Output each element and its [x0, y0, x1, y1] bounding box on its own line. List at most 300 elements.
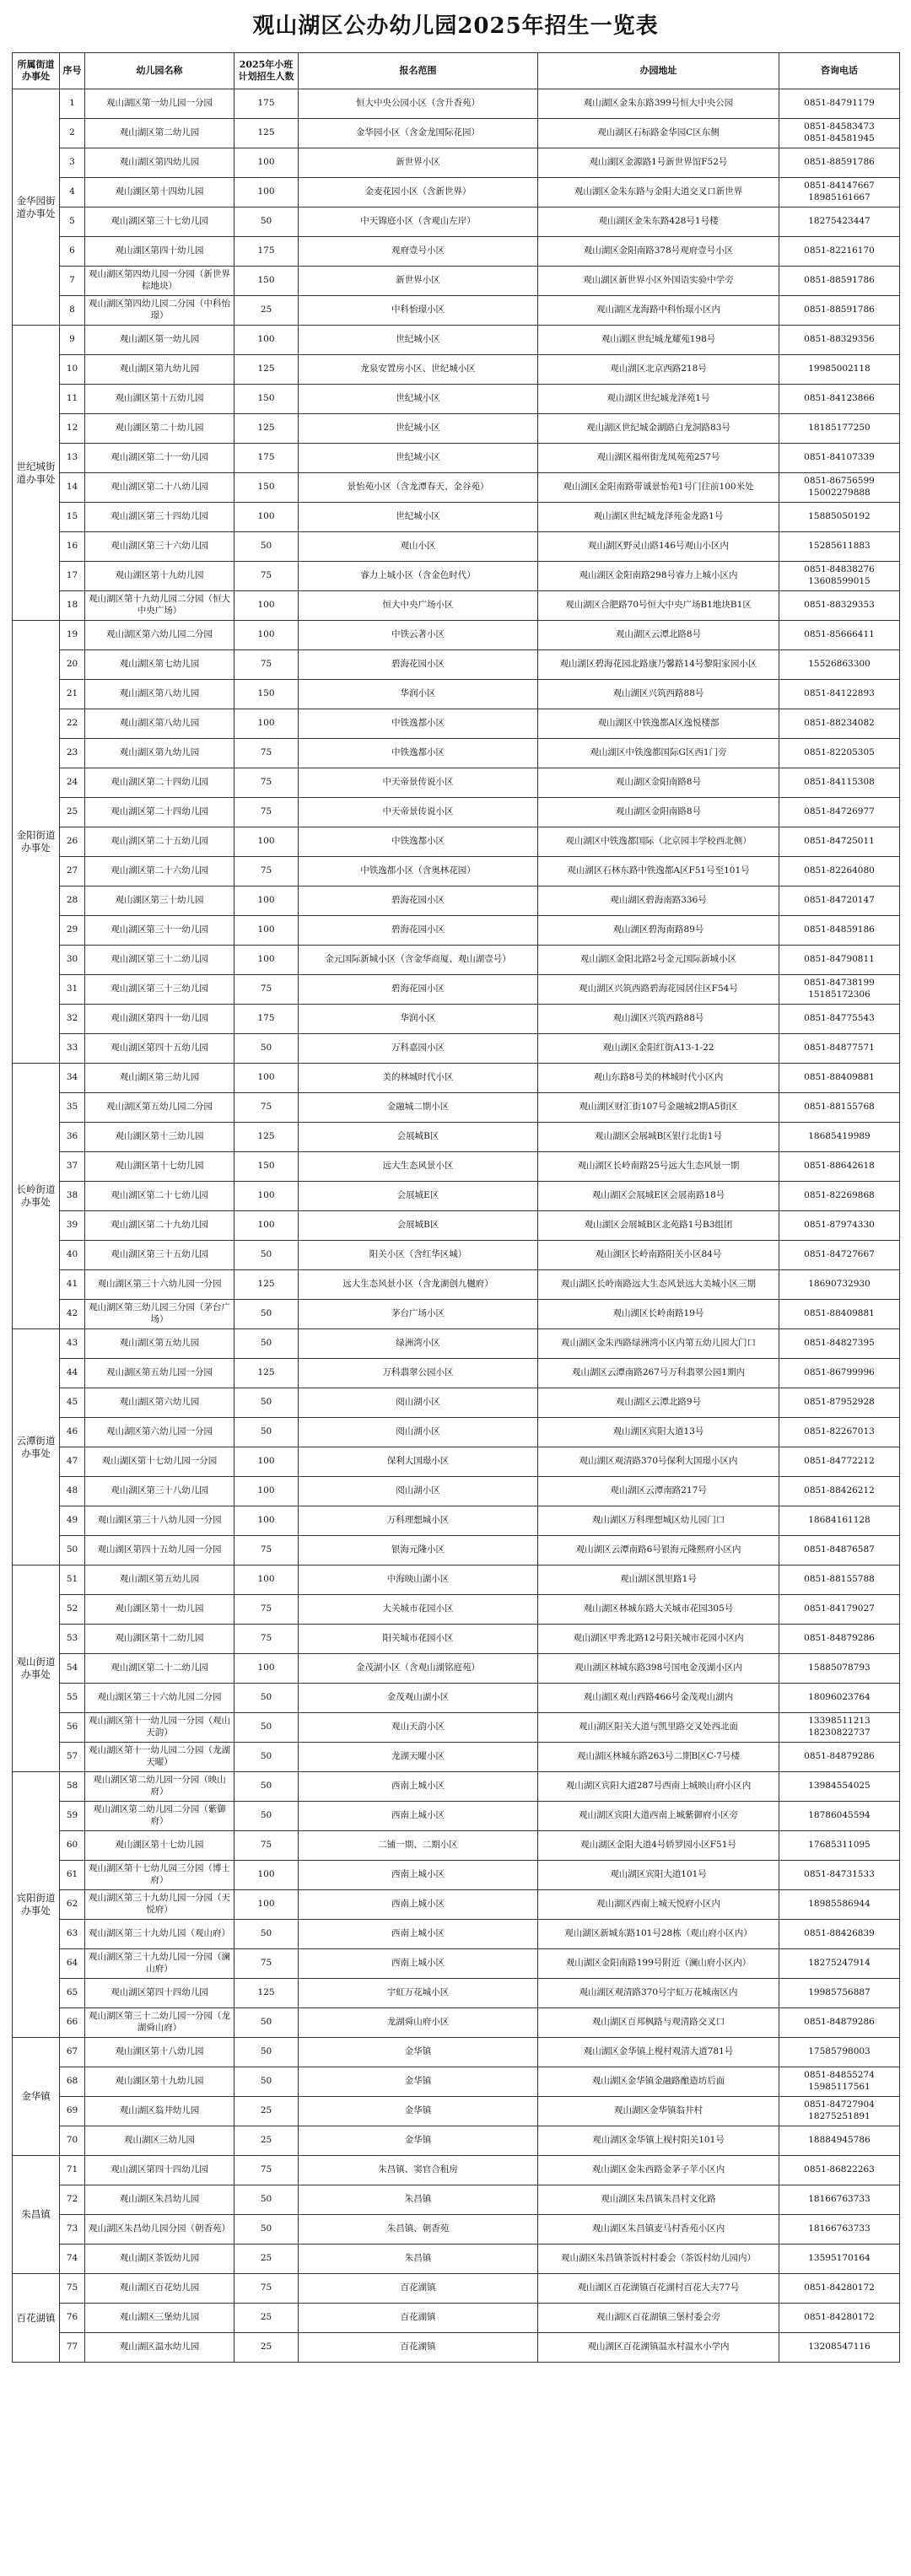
cell-phone: 0851-84726977: [779, 798, 900, 827]
cell-address: 观山东路8号美的林城时代小区内: [538, 1064, 779, 1093]
cell-address: 观山湖区观清路370号宇虹万花城南区内: [538, 1979, 779, 2008]
cell-address: 观山湖区金阳南路378号观府壹号小区: [538, 237, 779, 267]
cell-range: 银海元隆小区: [299, 1536, 538, 1566]
cell-school-name: 观山湖区第三十九幼儿园一分园（天悦府）: [85, 1890, 234, 1920]
table-row: [13, 2156, 900, 2185]
cell-school-name: 观山湖区第十一幼儿园一分园（观山天韵）: [85, 1713, 234, 1743]
cell-no: 70: [60, 2126, 85, 2156]
cell-range: 中天帝景传说小区: [299, 768, 538, 798]
cell-no: 20: [60, 650, 85, 680]
cell-no: 55: [60, 1684, 85, 1713]
cell-no: 72: [60, 2185, 85, 2215]
table-row: [13, 1566, 900, 1595]
cell-phone: 0851-84179027: [779, 1595, 900, 1625]
cell-no: 21: [60, 680, 85, 709]
cell-phone: 15885078793: [779, 1654, 900, 1684]
cell-range: 朱昌镇: [299, 2185, 538, 2215]
table-row: [13, 207, 900, 237]
cell-school-name: 观山湖区第四幼儿园: [85, 148, 234, 178]
cell-range: 金华镇: [299, 2067, 538, 2097]
cell-no: 16: [60, 532, 85, 562]
cell-district: 朱昌镇: [13, 2156, 60, 2274]
cell-plan: 125: [234, 355, 299, 385]
cell-no: 28: [60, 887, 85, 916]
cell-school-name: 观山湖区第九幼儿园: [85, 355, 234, 385]
cell-phone: 13984554025: [779, 1772, 900, 1802]
table-row: [13, 1123, 900, 1152]
cell-plan: 150: [234, 473, 299, 503]
table-row: [13, 827, 900, 857]
cell-phone: 0851-85666411: [779, 621, 900, 650]
cell-no: 14: [60, 473, 85, 503]
cell-address: 观山湖区金朱东路399号恒大中央公园: [538, 89, 779, 119]
cell-phone: 18275247914: [779, 1949, 900, 1979]
cell-range: 恒大中央公园小区（含升香苑）: [299, 89, 538, 119]
cell-plan: 25: [234, 2097, 299, 2126]
cell-address: 观山湖区云潭南路6号银海元隆熙府小区内: [538, 1536, 779, 1566]
cell-address: 观山湖区林城东路大关城市花园305号: [538, 1595, 779, 1625]
cell-plan: 125: [234, 1123, 299, 1152]
cell-school-name: 观山湖区第三十七幼儿园: [85, 207, 234, 237]
cell-phone: 0851-88234082: [779, 709, 900, 739]
cell-phone: 0851-82264080: [779, 857, 900, 887]
table-row: [13, 975, 900, 1005]
cell-phone: 18166763733: [779, 2215, 900, 2245]
cell-address: 观山湖区金华镇翁井村: [538, 2097, 779, 2126]
cell-phone: 15285611883: [779, 532, 900, 562]
cell-school-name: 观山湖区茶饭幼儿园: [85, 2245, 234, 2274]
cell-school-name: 观山湖区温水幼儿园: [85, 2333, 234, 2363]
cell-range: 龙湖天曜小区: [299, 1743, 538, 1772]
cell-no: 15: [60, 503, 85, 532]
cell-phone: 0851-84827395: [779, 1329, 900, 1359]
cell-address: 观山湖区世纪城龙泽苑1号: [538, 385, 779, 414]
cell-plan: 175: [234, 1005, 299, 1034]
cell-phone: 0851-84583473 0851-84581945: [779, 119, 900, 148]
cell-phone: 18185177250: [779, 414, 900, 444]
cell-school-name: 观山湖区第五幼儿园: [85, 1329, 234, 1359]
cell-range: 碧海花园小区: [299, 975, 538, 1005]
cell-no: 76: [60, 2304, 85, 2333]
cell-address: 观山湖区福州街龙凤苑苑257号: [538, 444, 779, 473]
cell-range: 会展城B区: [299, 1123, 538, 1152]
cell-no: 46: [60, 1418, 85, 1447]
cell-no: 26: [60, 827, 85, 857]
cell-address: 观山湖区石标路金华园C区东侧: [538, 119, 779, 148]
cell-address: 观山湖区朱昌镇朱昌村文化路: [538, 2185, 779, 2215]
cell-range: 中科怡璟小区: [299, 296, 538, 326]
cell-no: 32: [60, 1005, 85, 1034]
table-row: [13, 119, 900, 148]
cell-no: 34: [60, 1064, 85, 1093]
table-row: [13, 621, 900, 650]
cell-range: 朱昌镇、窦官合租房: [299, 2156, 538, 2185]
cell-school-name: 观山湖区三幼儿园: [85, 2126, 234, 2156]
cell-range: 远大生态风景小区（含龙湖创九樾府）: [299, 1270, 538, 1300]
cell-no: 37: [60, 1152, 85, 1182]
cell-school-name: 观山湖区朱昌幼儿园分园（朝香苑）: [85, 2215, 234, 2245]
cell-phone: 13595170164: [779, 2245, 900, 2274]
cell-plan: 75: [234, 562, 299, 591]
table-row: [13, 1949, 900, 1979]
cell-school-name: 观山湖区第二幼儿园二分园（紫御府）: [85, 1802, 234, 1831]
cell-no: 48: [60, 1477, 85, 1506]
cell-district: 宾阳街道办事处: [13, 1772, 60, 2038]
cell-address: 观山湖区金朱西路金茅子苹小区内: [538, 2156, 779, 2185]
cell-school-name: 观山湖区第二十一幼儿园: [85, 444, 234, 473]
table-row: [13, 503, 900, 532]
cell-school-name: 观山湖区第二幼儿园一分园（映山府）: [85, 1772, 234, 1802]
cell-plan: 150: [234, 680, 299, 709]
cell-school-name: 观山湖区第三幼儿园三分园（茅台广场）: [85, 1300, 234, 1329]
cell-phone: 0851-86756599 15002279888: [779, 473, 900, 503]
cell-phone: 0851-84720147: [779, 887, 900, 916]
table-row: [13, 385, 900, 414]
cell-range: 金茂观山湖小区: [299, 1684, 538, 1713]
table-row: [13, 887, 900, 916]
cell-no: 30: [60, 946, 85, 975]
cell-plan: 75: [234, 1093, 299, 1123]
cell-school-name: 观山湖区第十三幼儿园: [85, 1123, 234, 1152]
cell-plan: 100: [234, 1890, 299, 1920]
header-phone: 咨询电话: [779, 53, 900, 89]
cell-no: 50: [60, 1536, 85, 1566]
cell-range: 远大生态风景小区: [299, 1152, 538, 1182]
cell-school-name: 观山湖区第十七幼儿园三分园（博士府）: [85, 1861, 234, 1890]
cell-address: 观山湖区西南上城天悦府小区内: [538, 1890, 779, 1920]
header-district: 所属街道办事处: [13, 53, 60, 89]
table-row: [13, 89, 900, 119]
cell-address: 观山湖区观清路370号保利大国璟小区内: [538, 1447, 779, 1477]
cell-address: 观山湖区金阳大道4号轿罗园小区F51号: [538, 1831, 779, 1861]
cell-no: 56: [60, 1713, 85, 1743]
cell-school-name: 观山湖区第四十五幼儿园一分园: [85, 1536, 234, 1566]
cell-school-name: 观山湖区第六幼儿园: [85, 1388, 234, 1418]
table-row: [13, 1625, 900, 1654]
cell-range: 新世界小区: [299, 148, 538, 178]
cell-phone: 13208547116: [779, 2333, 900, 2363]
cell-address: 观山湖区会展城B区银行北街1号: [538, 1123, 779, 1152]
cell-address: 观山湖区野灵山路146号观山小区内: [538, 532, 779, 562]
cell-plan: 175: [234, 444, 299, 473]
cell-range: 世纪城小区: [299, 503, 538, 532]
cell-plan: 50: [234, 1034, 299, 1064]
cell-address: 观山湖区金阳南路199号附近（澜山府小区内）: [538, 1949, 779, 1979]
cell-no: 4: [60, 178, 85, 207]
cell-phone: 18096023764: [779, 1684, 900, 1713]
cell-school-name: 观山湖区第二十七幼儿园: [85, 1182, 234, 1211]
cell-range: 景怡苑小区（含龙潭春天、金谷苑）: [299, 473, 538, 503]
table-row: [13, 1920, 900, 1949]
table-row: [13, 1743, 900, 1772]
cell-address: 观山湖区万科理想城区幼儿园门口: [538, 1506, 779, 1536]
cell-plan: 125: [234, 1270, 299, 1300]
cell-no: 66: [60, 2008, 85, 2038]
table-row: [13, 178, 900, 207]
cell-range: 茅台广场小区: [299, 1300, 538, 1329]
cell-range: 中海映山湖小区: [299, 1566, 538, 1595]
cell-phone: 0851-86799996: [779, 1359, 900, 1388]
cell-plan: 50: [234, 1713, 299, 1743]
cell-plan: 50: [234, 2008, 299, 2038]
cell-range: 中铁逸都小区: [299, 827, 538, 857]
cell-school-name: 观山湖区第四幼儿园二分园（中科怡璟）: [85, 296, 234, 326]
cell-plan: 150: [234, 385, 299, 414]
cell-no: 33: [60, 1034, 85, 1064]
cell-address: 观山湖区金阳南路8号: [538, 768, 779, 798]
cell-phone: 0851-84855274 15985117561: [779, 2067, 900, 2097]
cell-plan: 25: [234, 2304, 299, 2333]
table-row: [13, 326, 900, 355]
cell-no: 13: [60, 444, 85, 473]
cell-no: 6: [60, 237, 85, 267]
enrollment-table: [12, 52, 900, 2363]
cell-range: 世纪城小区: [299, 444, 538, 473]
cell-plan: 100: [234, 1654, 299, 1684]
cell-address: 观山湖区龙海路中科怡璟小区内: [538, 296, 779, 326]
cell-district: 云潭街道办事处: [13, 1329, 60, 1566]
cell-plan: 25: [234, 296, 299, 326]
table-row: [13, 1093, 900, 1123]
cell-range: 龙湖舜山府小区: [299, 2008, 538, 2038]
cell-school-name: 观山湖区第一幼儿园: [85, 326, 234, 355]
cell-school-name: 观山湖区朱昌幼儿园: [85, 2185, 234, 2215]
table-row: [13, 1064, 900, 1093]
cell-plan: 50: [234, 2038, 299, 2067]
cell-plan: 50: [234, 1418, 299, 1447]
cell-range: 碧海花园小区: [299, 916, 538, 946]
cell-address: 观山湖区中铁逸都国际G区西1门旁: [538, 739, 779, 768]
cell-no: 12: [60, 414, 85, 444]
table-row: [13, 2215, 900, 2245]
cell-address: 观山湖区宾阳大道13号: [538, 1418, 779, 1447]
cell-plan: 75: [234, 1536, 299, 1566]
cell-no: 3: [60, 148, 85, 178]
cell-no: 73: [60, 2215, 85, 2245]
cell-school-name: 观山湖区第五幼儿园一分园: [85, 1359, 234, 1388]
cell-plan: 75: [234, 857, 299, 887]
cell-school-name: 观山湖区第三十五幼儿园: [85, 1241, 234, 1270]
cell-school-name: 观山湖区第三十四幼儿园: [85, 503, 234, 532]
cell-school-name: 观山湖区第四十一幼儿园: [85, 1005, 234, 1034]
cell-school-name: 观山湖区第三十二幼儿园: [85, 946, 234, 975]
cell-range: 世纪城小区: [299, 326, 538, 355]
cell-phone: 0851-84790811: [779, 946, 900, 975]
cell-no: 38: [60, 1182, 85, 1211]
cell-address: 观山湖区云潭南路267号万科翡翠公园1期内: [538, 1359, 779, 1388]
cell-no: 59: [60, 1802, 85, 1831]
cell-plan: 75: [234, 768, 299, 798]
cell-phone: 0851-84122893: [779, 680, 900, 709]
cell-address: 观山湖区朱昌镇茶饭村村委会（茶饭村幼儿园内）: [538, 2245, 779, 2274]
cell-no: 52: [60, 1595, 85, 1625]
cell-plan: 100: [234, 591, 299, 621]
cell-school-name: 观山湖区第十七幼儿园: [85, 1152, 234, 1182]
table-header-row: [13, 53, 900, 89]
cell-phone: 0851-82269868: [779, 1182, 900, 1211]
cell-plan: 100: [234, 1861, 299, 1890]
table-row: [13, 562, 900, 591]
table-row: [13, 2333, 900, 2363]
cell-no: 64: [60, 1949, 85, 1979]
cell-range: 美的林城时代小区: [299, 1064, 538, 1093]
cell-plan: 50: [234, 1920, 299, 1949]
cell-plan: 125: [234, 1359, 299, 1388]
cell-phone: 0851-82267013: [779, 1418, 900, 1447]
cell-no: 39: [60, 1211, 85, 1241]
cell-school-name: 观山湖区第五幼儿园二分园: [85, 1093, 234, 1123]
cell-plan: 100: [234, 827, 299, 857]
cell-no: 41: [60, 1270, 85, 1300]
cell-phone: 0851-88426839: [779, 1920, 900, 1949]
cell-school-name: 观山湖区第三十九幼儿园一分园（澜山府）: [85, 1949, 234, 1979]
cell-address: 观山湖区长岭南路阳关小区84号: [538, 1241, 779, 1270]
cell-address: 观山湖区长岭南路19号: [538, 1300, 779, 1329]
cell-phone: 0851-84727667: [779, 1241, 900, 1270]
cell-range: 金融城二期小区: [299, 1093, 538, 1123]
cell-phone: 15885050192: [779, 503, 900, 532]
table-row: [13, 2274, 900, 2304]
cell-phone: 0851-84738199 15185172306: [779, 975, 900, 1005]
cell-school-name: 观山湖区第二十五幼儿园: [85, 827, 234, 857]
table-row: [13, 473, 900, 503]
cell-plan: 50: [234, 1802, 299, 1831]
table-row: [13, 1684, 900, 1713]
cell-range: 碧海花园小区: [299, 650, 538, 680]
table-row: [13, 2008, 900, 2038]
table-row: [13, 1418, 900, 1447]
cell-no: 23: [60, 739, 85, 768]
header-range: 报名范围: [299, 53, 538, 89]
cell-no: 60: [60, 1831, 85, 1861]
cell-plan: 75: [234, 739, 299, 768]
cell-plan: 100: [234, 178, 299, 207]
table-row: [13, 709, 900, 739]
cell-plan: 50: [234, 1388, 299, 1418]
cell-no: 54: [60, 1654, 85, 1684]
cell-plan: 75: [234, 650, 299, 680]
table-row: [13, 2185, 900, 2215]
table-row: [13, 1713, 900, 1743]
cell-range: 西南上城小区: [299, 1772, 538, 1802]
table-row: [13, 444, 900, 473]
table-row: [13, 1536, 900, 1566]
cell-phone: 17585798003: [779, 2038, 900, 2067]
cell-phone: 0851-84879286: [779, 1743, 900, 1772]
cell-range: 中铁云著小区: [299, 621, 538, 650]
cell-address: 观山湖区兴筑西路88号: [538, 1005, 779, 1034]
cell-range: 观府壹号小区: [299, 237, 538, 267]
cell-address: 观山湖区宾阳大道287号西南上城映山府小区内: [538, 1772, 779, 1802]
table-row: [13, 1359, 900, 1388]
table-row: [13, 2097, 900, 2126]
table-row: [13, 2304, 900, 2333]
cell-no: 10: [60, 355, 85, 385]
cell-plan: 100: [234, 148, 299, 178]
cell-school-name: 观山湖区第二十九幼儿园: [85, 1211, 234, 1241]
cell-school-name: 观山湖区第三十六幼儿园: [85, 532, 234, 562]
cell-address: 观山湖区世纪城龙耀苑198号: [538, 326, 779, 355]
cell-range: 金麦花园小区（含新世界）: [299, 178, 538, 207]
cell-plan: 75: [234, 1949, 299, 1979]
cell-phone: 0851-88591786: [779, 267, 900, 296]
cell-no: 9: [60, 326, 85, 355]
table-row: [13, 798, 900, 827]
cell-no: 53: [60, 1625, 85, 1654]
cell-plan: 75: [234, 1625, 299, 1654]
cell-school-name: 观山湖区第八幼儿园: [85, 709, 234, 739]
table-row: [13, 1034, 900, 1064]
cell-school-name: 观山湖区第三幼儿园: [85, 1064, 234, 1093]
cell-no: 58: [60, 1772, 85, 1802]
table-row: [13, 739, 900, 768]
cell-address: 观山湖区世纪城金湖路白龙洞路83号: [538, 414, 779, 444]
cell-range: 大关城市花园小区: [299, 1595, 538, 1625]
table-row: [13, 650, 900, 680]
cell-plan: 75: [234, 798, 299, 827]
cell-no: 65: [60, 1979, 85, 2008]
cell-address: 观山湖区新城东路101号28栋（观山府小区内）: [538, 1920, 779, 1949]
cell-school-name: 观山湖区第九幼儿园: [85, 739, 234, 768]
cell-no: 35: [60, 1093, 85, 1123]
cell-range: 中天帝景传说小区: [299, 798, 538, 827]
cell-phone: 0851-84876587: [779, 1536, 900, 1566]
table-row: [13, 2126, 900, 2156]
cell-no: 57: [60, 1743, 85, 1772]
cell-plan: 100: [234, 1064, 299, 1093]
cell-plan: 50: [234, 1241, 299, 1270]
cell-school-name: 观山湖区第六幼儿园二分园: [85, 621, 234, 650]
cell-no: 2: [60, 119, 85, 148]
cell-phone: 0851-84879286: [779, 2008, 900, 2038]
cell-plan: 25: [234, 2126, 299, 2156]
table-row: [13, 1861, 900, 1890]
cell-range: 龙泉安置房小区、世纪城小区: [299, 355, 538, 385]
cell-address: 观山湖区兴筑西路碧海花园居住区F54号: [538, 975, 779, 1005]
cell-school-name: 观山湖区第三十八幼儿园: [85, 1477, 234, 1506]
cell-phone: 18884945786: [779, 2126, 900, 2156]
cell-phone: 18985586944: [779, 1890, 900, 1920]
cell-phone: 0851-84280172: [779, 2274, 900, 2304]
table-row: [13, 414, 900, 444]
cell-plan: 50: [234, 1329, 299, 1359]
cell-no: 8: [60, 296, 85, 326]
cell-school-name: 观山湖区第十九幼儿园: [85, 2067, 234, 2097]
cell-district: 金阳街道办事处: [13, 621, 60, 1064]
cell-phone: 0851-88329353: [779, 591, 900, 621]
cell-address: 观山湖区合肥路70号恒大中央广场B1地块B1区: [538, 591, 779, 621]
cell-plan: 100: [234, 916, 299, 946]
cell-range: 金元国际新城小区（含金华商厦、观山湖壹号）: [299, 946, 538, 975]
cell-address: 观山湖区百花湖镇百花湖村百花大夫77号: [538, 2274, 779, 2304]
cell-plan: 75: [234, 2274, 299, 2304]
cell-plan: 100: [234, 621, 299, 650]
cell-plan: 50: [234, 1743, 299, 1772]
cell-range: 阳关小区（含红华区城）: [299, 1241, 538, 1270]
cell-address: 观山湖区甲秀北路12号阳关城市花园小区内: [538, 1625, 779, 1654]
cell-district: 百花湖镇: [13, 2274, 60, 2363]
table-row: [13, 680, 900, 709]
cell-school-name: 观山湖区第二十二幼儿园: [85, 1654, 234, 1684]
cell-range: 百花湖镇: [299, 2333, 538, 2363]
cell-no: 63: [60, 1920, 85, 1949]
table-row: [13, 148, 900, 178]
cell-address: 观山湖区世纪城龙泽苑金龙路1号: [538, 503, 779, 532]
cell-range: 金华镇: [299, 2097, 538, 2126]
cell-school-name: 观山湖区第二十幼儿园: [85, 414, 234, 444]
cell-plan: 50: [234, 2185, 299, 2215]
cell-range: 朱昌镇、朝香苑: [299, 2215, 538, 2245]
